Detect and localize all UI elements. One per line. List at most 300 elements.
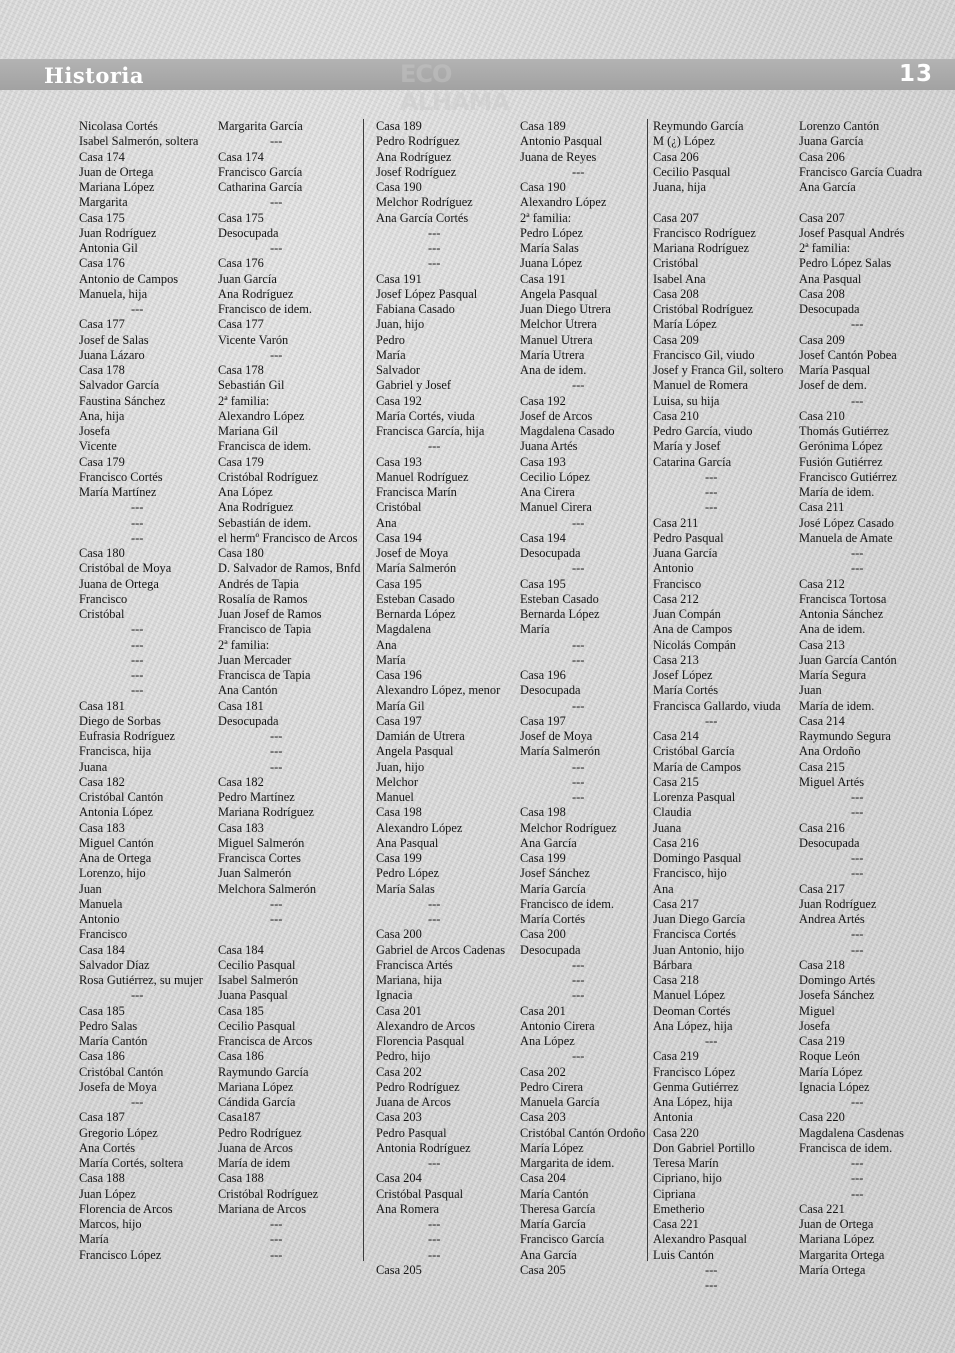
register-line: Ignacia [376,988,413,1003]
register-line: Ana de idem. [799,622,866,637]
register-line: --- [851,1156,864,1170]
register-line: Casa 197 [376,713,422,728]
register-line [653,195,783,210]
register-line: Casa 198 [376,805,422,820]
register-line: Diego de Sorbas [79,713,161,728]
register-line: Francisco de Tapia [218,622,312,637]
register-line: Casa 179 [218,454,264,469]
register-line: Casa 220 [799,1110,845,1125]
register-line: --- [572,652,585,667]
register-line: Angela Pasqual [376,744,454,759]
register-line: Eufrasia Rodríguez [79,729,175,743]
register-line: Casa 174 [218,149,264,164]
register-line: María y Josef [653,439,721,454]
register-line: Casa 183 [79,820,125,835]
register-line: Casa 194 [520,530,566,545]
register-line: Casa 191 [520,271,566,286]
register-line: --- [705,1262,718,1277]
register-line: --- [851,317,864,332]
register-line: Casa 203 [376,1110,422,1125]
register-line: Luis Cantón [653,1247,714,1262]
register-line: Andrea Artés [799,912,865,926]
register-line: Pedro Salas [79,1018,138,1033]
register-line: Margarita Ortega [799,1247,885,1262]
register-line: Josef Pasqual Andrés [799,225,905,240]
register-line: Casa 203 [520,1110,566,1125]
register-line: Antonia Sánchez [799,607,884,621]
register-line: María [376,347,406,362]
register-line: Ana Pasqual [376,835,439,850]
register-line: Antonia [653,1110,693,1125]
register-line: María Salmerón [376,561,457,576]
register-line: Casa 190 [376,180,422,194]
register-line: Casa 215 [799,759,845,774]
register-line: Casa 179 [79,454,125,469]
register-line: María Gil [376,698,425,713]
register-line: Fusión Gutiérrez [799,454,883,469]
register-line: Francisca Gallardo, viuda [653,698,781,713]
register-line: Ana de Campos [653,622,733,637]
register-line: Casa 220 [653,1125,699,1140]
register-line: --- [131,515,144,530]
register-line: Casa 195 [520,576,566,591]
register-line: Salvador Díaz [79,957,150,972]
register-line: Antonio Pasqual [520,134,603,149]
register-line: M (¿) López [653,134,715,149]
register-line: María Salmerón [520,744,601,759]
register-line: Casa 184 [218,942,264,957]
register-line: María de idem. [799,485,875,499]
register-line: Casa 215 [653,774,699,789]
register-line: --- [705,500,718,515]
register-line: Pedro López [376,866,439,881]
register-line: Casa 216 [653,835,699,850]
register-line: Ana Rodríguez [376,149,452,164]
register-line: --- [270,241,283,255]
register-line: Manuela [79,896,123,911]
register-line: Casa 205 [376,1262,422,1277]
register-line: María [520,622,550,637]
register-line: --- [428,225,441,240]
register-line: --- [851,393,864,408]
register-line: Bernarda López [376,607,456,621]
register-line: Cristóbal Cantón [79,790,164,804]
register-line: Mariana Rodríguez [653,241,749,255]
register-line: Manuel Utrera [520,332,593,347]
register-line: Casa 202 [520,1064,566,1079]
register-line: Rosalía de Ramos [218,591,308,606]
register-line: Gerónima López [799,439,883,454]
register-line: Mariana de Arcos [218,1201,307,1216]
register-line: Alexandro López [376,820,463,835]
register-line: Claudia [653,805,692,820]
register-line: Casa 176 [218,256,264,271]
register-line: Bárbara [653,957,693,972]
register-line: Melchor [376,774,418,789]
register-line: Juan, hijo [376,759,425,774]
register-line: Ana García [520,1247,577,1262]
register-line: Juan [799,683,822,698]
register-line: Ana Rodríguez [218,500,294,515]
register-line: Casa 193 [520,454,566,469]
register-line: Ana de Ortega [79,851,152,865]
register-line: Juan Salmerón [218,866,292,881]
register-line: Desocupada [799,835,860,850]
register-line: Alexandro de Arcos [376,1018,476,1033]
register-line: --- [270,195,283,210]
register-line: Francisco Cortés [79,469,163,484]
register-line: Ana García [799,180,856,194]
register-line: Theresa García [520,1201,596,1216]
register-line: Cecilio Pasqual [218,957,296,972]
register-line: Francisca Cortés [653,927,736,942]
register-line: Ana López [520,1034,575,1048]
register-line: María Martínez [79,485,157,499]
register-line: Pedro López Salas [799,256,892,271]
register-line: Casa 174 [79,149,125,164]
register-line: D. Salvador de Ramos, Bnfd [218,561,361,576]
register-line: Casa 221 [799,1201,845,1216]
register-line: Casa 190 [520,180,566,194]
register-line: --- [131,500,144,515]
register-line: --- [851,561,864,576]
column-2 [218,119,360,1263]
register-line: Nicolasa Cortés [79,119,158,133]
register-line: Francisco López [79,1247,162,1262]
register-line: Casa 213 [653,652,699,667]
register-line: Casa 201 [520,1003,566,1018]
register-line: Casa 196 [376,668,422,682]
column-1 [79,119,203,1263]
register-line: Casa 180 [218,546,264,560]
register-line: --- [270,1217,283,1231]
register-line: Francisco [79,591,128,606]
register-line: Sebastián Gil [218,378,285,393]
register-line: María Cantón [79,1034,148,1048]
register-line: Casa 197 [520,713,566,728]
register-line: Salvador [376,363,421,377]
register-line: --- [270,134,283,149]
register-line: Nicolás Compán [653,637,736,652]
register-line: Francisco García Cuadra [799,164,923,179]
register-line: Casa 178 [79,363,125,377]
brand-logo [400,60,550,116]
register-line: Manuel de Romera [653,378,748,393]
register-line: Don Gabriel Portillo [653,1140,755,1155]
register-line: Isabel Salmerón, soltera [79,134,199,149]
register-line: --- [705,1034,718,1048]
register-line: Emetherio [653,1201,705,1216]
register-line: Juana Pasqual [218,988,288,1003]
register-line: Florencia de Arcos [79,1201,173,1216]
register-line: Josef Cantón Pobea [799,347,897,362]
register-line: Casa 217 [653,896,699,911]
register-line: --- [131,637,144,652]
register-line: --- [851,942,864,957]
register-line: Mariana Gil [218,424,279,438]
register-line: --- [428,1217,441,1231]
register-line: Pedro García, viudo [653,424,753,438]
register-line: Juana, hija [653,180,706,194]
register-line: --- [705,485,718,499]
register-line: Casa 195 [376,576,422,591]
register-line: Lorenza Pasqual [653,790,736,804]
register-line: 2ª familia: [799,241,851,255]
register-line: Casa 193 [376,454,422,469]
register-line: María Salas [376,881,435,896]
register-line: --- [270,729,283,743]
register-line: Juana Lázaro [79,347,145,362]
register-line: Alexandro López [520,195,607,210]
register-line: María Cortés [520,912,586,926]
register-line: Deoman Cortés [653,1003,731,1018]
register-line: Casa 212 [799,576,845,591]
register-line: María Utrera [520,347,585,362]
register-line: Melchor Rodríguez [520,820,617,835]
register-line: Miguel Artés [799,774,865,789]
register-line: Juana García [653,546,718,560]
register-line: Cristóbal Rodríguez [218,1186,319,1201]
register-line: Josef de Arcos [520,408,593,423]
register-line: María de idem. [799,698,875,713]
register-line: Juan Diego García [653,912,746,926]
register-line: Francisco [653,576,702,591]
register-line: Francisca de idem. [799,1140,893,1155]
register-line: Casa 214 [653,729,699,743]
register-line: Juan Compán [653,607,721,621]
register-line: Cándida García [218,1095,296,1109]
register-line: Margarita de idem. [520,1156,615,1170]
register-line: Josef López [653,668,713,682]
register-line: Juana López [520,256,583,271]
register-line: --- [428,912,441,926]
register-line: Domingo Artés [799,973,876,987]
register-line: Francisca Artés [376,957,453,972]
register-line: --- [428,896,441,911]
register-line: Casa 188 [79,1171,125,1186]
register-line: Margarita García [218,119,303,133]
register-line: Pedro Rodríguez [376,134,460,149]
register-line: María [376,652,406,667]
register-line: Casa 206 [799,149,845,164]
register-line: Ana Rodríguez [218,286,294,301]
register-line: María de Campos [653,759,742,774]
register-line: --- [851,1095,864,1109]
register-line: María Segura [799,668,867,682]
register-line: Magdalena Casado [520,424,615,438]
register-line: Andrés de Tapia [218,576,299,591]
register-line: María [79,1232,109,1247]
register-line: Juana [79,759,108,774]
register-line: Francisco, hijo [653,866,727,881]
register-line: Ana Romera [376,1201,439,1216]
register-line: --- [572,759,585,774]
register-line: Miguel Salmerón [218,835,305,850]
register-line: Lorenzo Cantón [799,119,880,133]
register-line: Casa 192 [376,393,422,408]
register-line: Casa 185 [79,1003,125,1018]
register-line: Fabiana Casado [376,302,455,316]
register-line: Desocupada [218,713,279,728]
register-line: María López [653,317,717,332]
register-line: Ana López [218,485,273,499]
register-line: --- [131,622,144,637]
register-line: Francisca de Tapia [218,668,311,682]
register-line: Cristóbal de Moya [79,561,172,576]
register-line: María García [520,881,586,896]
register-line: Ana [653,881,674,896]
register-line: --- [572,957,585,972]
register-line: Casa 186 [218,1049,264,1064]
register-line: Juan Rodríguez [79,225,157,240]
register-line: Cecilio López [520,469,590,484]
register-line: Casa 208 [799,286,845,301]
register-line: Pedro Cirera [520,1079,583,1094]
register-line: Ana García [520,835,577,850]
register-line: Casa 198 [520,805,566,820]
register-line: Miguel [799,1003,835,1018]
register-line: Francisco García [520,1232,605,1247]
register-line: Francisca de idem. [218,439,312,454]
register-line: Casa 205 [520,1262,566,1277]
register-line: María Pasqual [799,363,871,377]
register-line: Ana, hija [79,408,125,423]
column-divider-2 [647,119,648,1261]
register-line: --- [705,469,718,484]
register-line: --- [131,1095,144,1109]
register-line: Juana [653,820,682,835]
register-line: --- [851,790,864,804]
register-line: Ana López, hija [653,1018,733,1033]
register-line: 2ª familia: [218,393,270,408]
register-line: Casa 210 [653,408,699,423]
register-line: María Salas [520,241,579,255]
register-line: Josefa [79,424,110,438]
register-line: Casa 185 [218,1003,264,1018]
register-line: Casa 208 [653,286,699,301]
register-line: Josef de Moya [520,729,593,743]
register-line: Manuel López [653,988,725,1003]
register-line: Roque León [799,1049,860,1064]
brand-logo-text: ECO ALHAMA [400,60,509,116]
register-line: --- [572,774,585,789]
register-line: Ana Cantón [218,683,278,698]
register-line: --- [428,1232,441,1247]
register-line: Pedro Rodríguez [218,1125,302,1140]
register-line: Antonio Cirera [520,1018,595,1033]
register-line: Gabriel y Josef [376,378,452,393]
register-line: Juana de Arcos [376,1095,452,1109]
register-line: Josefa [799,1018,830,1033]
register-line: María García [520,1217,586,1231]
register-line: --- [270,912,283,926]
register-line: Ana López, hija [653,1095,733,1109]
register-line: Pedro López [520,225,583,240]
register-line: Juan López [79,1186,136,1201]
register-line: Casa 211 [653,515,699,530]
register-line: --- [572,378,585,393]
register-line: Isabel Salmerón [218,973,299,987]
register-line: Casa 189 [520,119,566,133]
register-line: Florencia Pasqual [376,1034,465,1048]
register-line: Francisca, hija [79,744,152,759]
register-line: Casa 186 [79,1049,125,1064]
register-line: --- [851,851,864,865]
register-line: Ana Cirera [520,485,575,499]
register-line: Casa 216 [799,820,845,835]
register-line: Cristóbal García [653,744,735,759]
register-line: Antonio [79,912,120,926]
register-line: Casa 181 [79,698,125,713]
register-line: Antonia Gil [79,241,138,255]
register-line: Casa 199 [520,851,566,865]
register-line: Genma Gutiérrez [653,1079,739,1094]
register-line: Casa 175 [79,210,125,225]
register-line: Francisco Rodríguez [653,225,756,240]
register-line: Francisco [79,927,128,942]
register-line: Antonio de Campos [79,271,179,286]
register-line: --- [851,805,864,820]
register-line: --- [572,637,585,652]
register-line: Gabriel de Arcos Cadenas [376,942,506,957]
register-line: --- [572,164,585,179]
register-line: --- [270,896,283,911]
register-line: Desocupada [799,302,860,316]
register-line: Cristóbal [376,500,422,515]
register-line: Casa 204 [520,1171,566,1186]
register-line: Angela Pasqual [520,286,598,301]
register-line: Francisca Cortes [218,851,301,865]
register-line: Luisa, su hija [653,393,720,408]
register-line: Josef de Salas [79,332,149,347]
register-line: Bernarda López [520,607,600,621]
register-line: Ana [376,515,397,530]
register-line: Mariana López [799,1232,875,1247]
register-line: Casa 187 [79,1110,125,1125]
register-line: Magdalena Casdenas [799,1125,904,1140]
register-line: Mariana López [218,1079,294,1094]
register-line: --- [428,256,441,271]
register-line: Casa 178 [218,363,264,377]
register-line: Salvador García [79,378,160,393]
register-line [218,927,360,942]
register-line: Pedro Martínez [218,790,295,804]
register-line: Isabel Ana [653,271,706,286]
register-line: Francisco Gutiérrez [799,469,898,484]
register-line: Domingo Pasqual [653,851,742,865]
register-line: Casa 202 [376,1064,422,1079]
register-line: --- [572,561,585,576]
register-line: Casa 209 [653,332,699,347]
register-line: Mariana López [79,180,155,194]
register-line: Casa 218 [653,973,699,987]
register-line: Melchora Salmerón [218,881,317,896]
register-line: Antonia Rodríguez [376,1140,471,1155]
page-number: 13 [898,61,933,87]
register-line: Alexandro Pasqual [653,1232,747,1247]
register-line: Mariana Rodríguez [218,805,314,820]
register-line: Juan Mercader [218,652,292,667]
register-line: --- [270,759,283,774]
register-line: Casa 175 [218,210,264,225]
register-line: Desocupada [218,225,279,240]
register-line: Sebastián de idem. [218,515,312,530]
register-line: --- [851,866,864,881]
register-line: Cecilio Pasqual [218,1018,296,1033]
register-line: Alexandro López [218,408,305,423]
register-line: Juan García [218,271,277,286]
register-line: Juana de Arcos [218,1140,294,1155]
